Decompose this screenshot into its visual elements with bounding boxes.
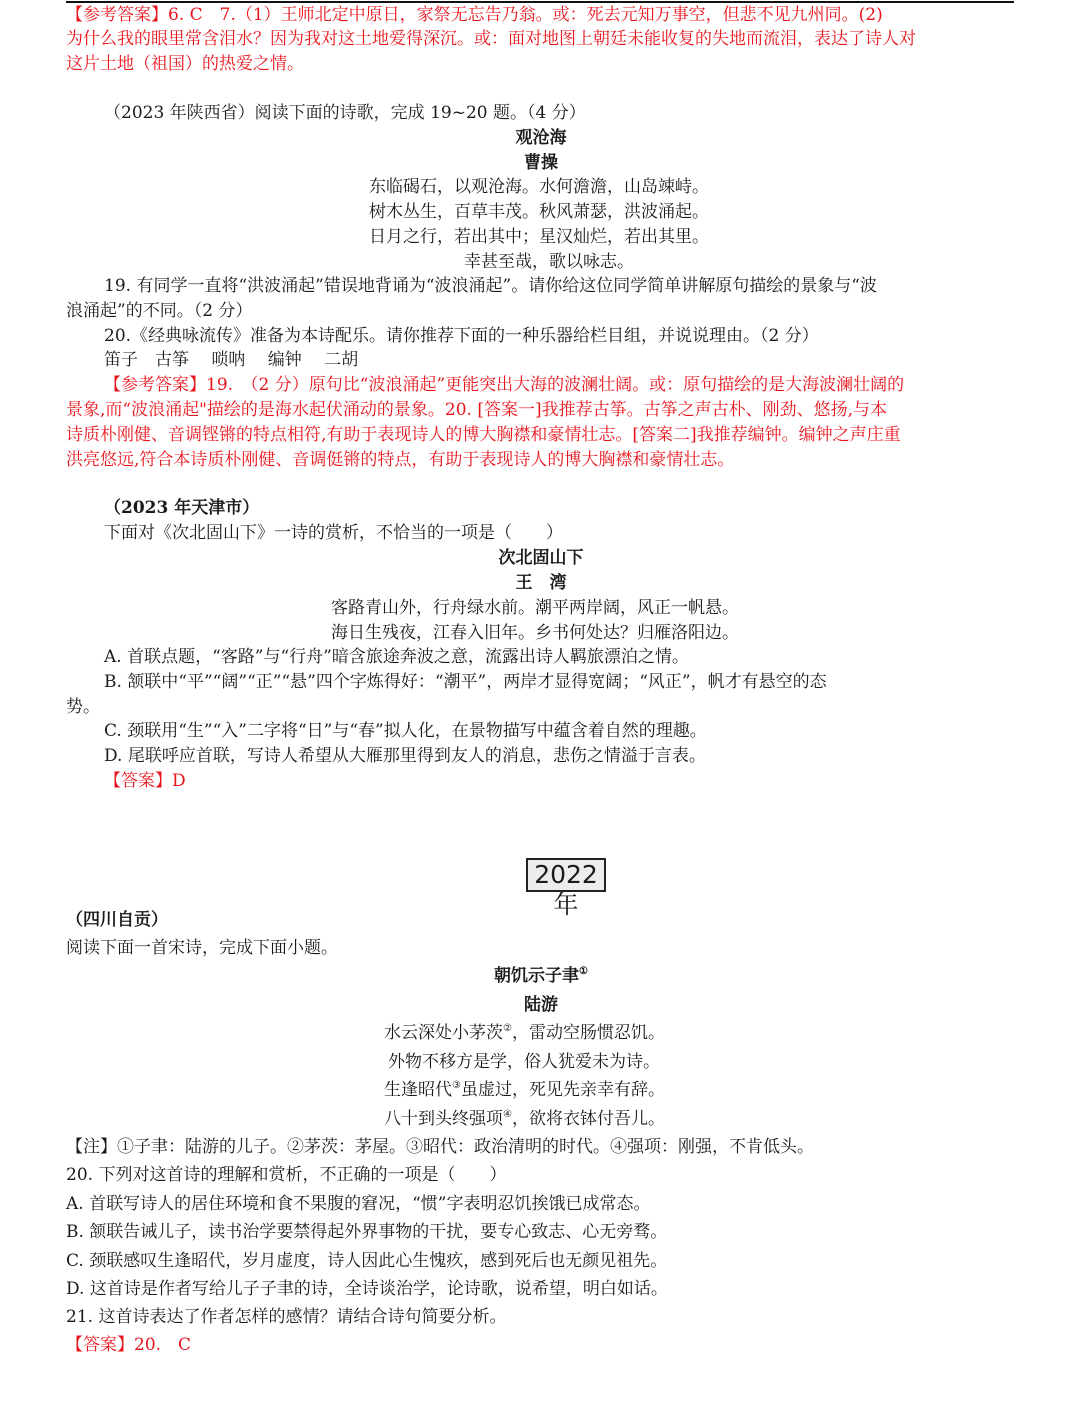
sichuan-poem-line bbox=[384, 1107, 665, 1131]
sichuan-answer: 【答案】20. C bbox=[66, 1335, 192, 1355]
tianjin-option-b-line-2: 势。 bbox=[66, 697, 100, 717]
tianjin-answer: 【答案】D bbox=[104, 771, 186, 791]
poem-text: 虽虚过，死见先亲幸有辞。 bbox=[460, 1080, 665, 1100]
tianjin-option-b-line-1: B. 颔联中“平”“阔”“正”“悬”四个字炼得好：“潮平”，两岸才显得宽阔；“风正”，帆才有悬空的态 bbox=[104, 672, 827, 692]
poem-text: 生逢昭代 bbox=[384, 1080, 452, 1100]
shaanxi-answer-line-1: 【参考答案】19. （2 分）原句比“波浪涌起”更能突出大海的波澜壮阔。或：原句描绘的是大海波澜壮阔的 bbox=[104, 375, 905, 395]
tianjin-poem-line: 客路青山外，行舟绿水前。潮平两岸阔，风正一帆悬。 bbox=[331, 598, 739, 618]
shaanxi-poem-line: 幸甚至哉，歌以咏志。 bbox=[464, 252, 634, 272]
sichuan-poem-title-text: 朝饥示子聿 bbox=[494, 966, 580, 986]
sichuan-header: （四川自贡） bbox=[66, 910, 168, 930]
poem-text: ，欲将衣钵付吾儿。 bbox=[511, 1109, 665, 1129]
sichuan-option-c: C. 颈联感叹生逢昭代，岁月虚度，诗人因此心生愧疚，感到死后也无颜见祖先。 bbox=[66, 1251, 668, 1271]
tianjin-poem-line: 海日生残夜，江春入旧年。乡书何处达？归雁洛阳边。 bbox=[331, 623, 739, 643]
shaanxi-poem-author: 曹操 bbox=[524, 153, 558, 173]
tianjin-option-c: C. 颈联用“生”“入”二字将“日”与“春”拟人化，在景物描写中蕴含着自然的理趣。 bbox=[104, 721, 707, 741]
sichuan-option-b: B. 颔联告诫儿子，读书治学要禁得起外界事物的干扰，要专心致志、心无旁骛。 bbox=[66, 1222, 668, 1242]
footnote-marker: ② bbox=[503, 1023, 512, 1034]
shaanxi-q19-line-1: 19. 有同学一直将“洪波涌起”错误地背诵为“波浪涌起”。请你给这位同学简单讲解原句描绘的景象与“波 bbox=[104, 276, 877, 296]
year-heading: 2022年 bbox=[526, 858, 606, 892]
shaanxi-poem-line: 树木丛生，百草丰茂。秋风萧瑟，洪波涌起。 bbox=[369, 202, 709, 222]
sichuan-poem-line bbox=[388, 1050, 660, 1074]
sichuan-notes: 【注】①子聿：陆游的儿子。②茅茨：茅屋。③昭代：政治清明的时代。④强项：刚强，不肯低头。 bbox=[66, 1137, 814, 1157]
answer-top-line-2: 为什么我的眼里常含泪水？因为我对这土地爱得深沉。或：面对地图上朝廷未能收复的失地而流泪，表达了诗人对 bbox=[66, 29, 916, 49]
shaanxi-intro: （2023 年陕西省）阅读下面的诗歌，完成 19~20 题。（4 分） bbox=[104, 103, 586, 123]
footnote-marker: ④ bbox=[503, 1109, 512, 1120]
shaanxi-q19-line-2: 浪涌起”的不同。（2 分） bbox=[66, 301, 253, 321]
shaanxi-answer-line-2: 景象,而“波浪涌起"描绘的是海水起伏涌动的景象。20. [答案一]我推荐古筝。古筝之声古朴、刚劲、悠扬,与本 bbox=[66, 400, 888, 420]
tianjin-option-d: D. 尾联呼应首联，写诗人希望从大雁那里得到友人的消息，悲伤之情溢于言表。 bbox=[104, 746, 706, 766]
sichuan-poem-line bbox=[384, 1021, 665, 1045]
poem-text: 八十到头终强项 bbox=[384, 1109, 503, 1129]
shaanxi-answer-line-3: 诗质朴刚健、音调铿锵的特点相符,有助于表现诗人的博大胸襟和豪情壮志。[答案二]我推荐编钟。编钟之声庄重 bbox=[66, 425, 901, 445]
tianjin-option-a: A. 首联点题，“客路”与“行舟”暗含旅途奔波之意，流露出诗人羁旅漂泊之情。 bbox=[104, 647, 689, 667]
shaanxi-poem-line: 日月之行，若出其中；星汉灿烂，若出其里。 bbox=[369, 227, 709, 247]
tianjin-poem-author: 王 湾 bbox=[515, 573, 567, 593]
sichuan-q21: 21. 这首诗表达了作者怎样的感情？请结合诗句简要分析。 bbox=[66, 1307, 507, 1327]
shaanxi-poem-line: 东临碣石，以观沧海。水何澹澹，山岛竦峙。 bbox=[369, 177, 709, 197]
sichuan-option-d: D. 这首诗是作者写给儿子子聿的诗，全诗谈治学，论诗歌，说希望，明白如话。 bbox=[66, 1279, 668, 1299]
footnote-marker: ① bbox=[579, 966, 588, 977]
tianjin-header: （2023 年天津市） bbox=[104, 498, 260, 518]
footnote-marker: ③ bbox=[452, 1080, 461, 1091]
sichuan-option-a: A. 首联写诗人的居住环境和食不果腹的窘况，“惯”字表明忍饥挨饿已成常态。 bbox=[66, 1194, 651, 1214]
tianjin-poem-title: 次北固山下 bbox=[498, 548, 584, 568]
poem-text: 外物不移方是学，俗人犹爱未为诗。 bbox=[388, 1052, 660, 1072]
poem-text: ，雷动空肠惯忍饥。 bbox=[511, 1023, 665, 1043]
sichuan-poem-line bbox=[384, 1078, 665, 1102]
shaanxi-poem-title: 观沧海 bbox=[515, 128, 567, 148]
answer-top-line-1: 【参考答案】6. C 7.（1）王师北定中原日，家祭无忘告乃翁。或：死去元知万事空，但悲不见九州同。(2) bbox=[66, 5, 883, 25]
answer-top-line-3: 这片土地（祖国）的热爱之情。 bbox=[66, 54, 304, 74]
tianjin-question: 下面对《次北固山下》一诗的赏析，不恰当的一项是（ ） bbox=[104, 523, 563, 543]
poem-text: 水云深处小茅茨 bbox=[384, 1023, 503, 1043]
sichuan-poem-title bbox=[66, 964, 1016, 988]
sichuan-intro: 阅读下面一首宋诗，完成下面小题。 bbox=[66, 938, 338, 958]
sichuan-q20: 20. 下列对这首诗的理解和赏析，不正确的一项是（ ） bbox=[66, 1165, 507, 1185]
shaanxi-instruments: 笛子 古筝 唢呐 编钟 二胡 bbox=[104, 350, 359, 370]
sichuan-poem-author: 陆游 bbox=[524, 995, 558, 1015]
shaanxi-q20: 20.《经典咏流传》准备为本诗配乐。请你推荐下面的一种乐器给栏目组，并说说理由。（2 分） bbox=[104, 326, 819, 346]
shaanxi-answer-line-4: 洪亮悠远,符合本诗质朴刚健、音调侹锵的特点，有助于表现诗人的博大胸襟和豪情壮志。 bbox=[66, 450, 735, 470]
